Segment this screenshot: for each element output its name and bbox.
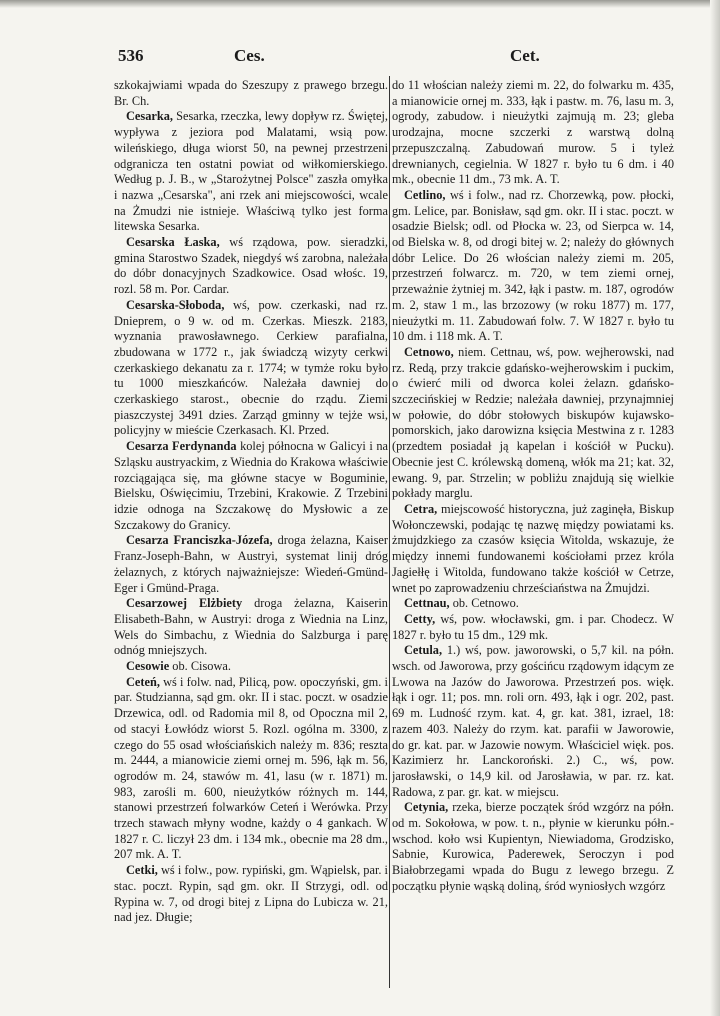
entry-headword: Cettnau, [404, 596, 450, 611]
entry-headword: Cetki, [126, 863, 158, 878]
scan-right-edge [710, 0, 720, 1016]
entry-text: wś i folw., nad rz. Chorzewką, pow. płocki, gm. Lelice, par. Bonisław, sąd gm. okr. II i stac. poczt. w osadzie Bielsk; odl. od Płocka w. 23, od Sierpca w. 14, od Bielska w. 8, od drogi bitej w. 2; należy do głównych dóbr Lelice. Do 26 włościan należy ziemi m. 205, przestrzeń folwarcz. m. 720, w tem ziemi ornej, przeważnie żytniej m. 342, łąk i pastw. m. 187, ogrodów m. 2, staw 1 m., las brzozowy (w roku 1877) m. 177, nieużytki m. 11. Zabudowań folw. 7. W 1827 r. było tu 10 dm. i 118 mk. A. T. [392, 187, 674, 344]
entry-text: szkokajwiami wpada do Szeszupy z prawego brzegu. Br. Ch. [114, 78, 388, 108]
entry-headword: Cesarzowej Elżbiety [126, 596, 243, 611]
entry-headword: Cetlino, [404, 187, 446, 202]
right-guide-word: Cet. [510, 46, 540, 65]
entry-headword: Cetnowo, [404, 344, 454, 359]
column-divider [389, 76, 390, 988]
entry [114, 109, 388, 235]
entry-headword: Cetra, [404, 501, 438, 516]
entry [114, 78, 388, 109]
entry [392, 643, 674, 800]
page-number: 536 [118, 46, 144, 65]
entry-headword: Ceteń, [126, 674, 160, 689]
entry-text: do 11 włościan należy ziemi m. 22, do folwarku m. 435, a mianowicie ornej m. 333, łąk i pastw. m. 76, lasu m. 3, ogrody, zabudow. i nieużytki zajmują m. 23; gleba urodzajna, mocne szczerki z warstwą dolną przepuszczalną. Zabudowań murow. 5 i tyleż drewnianych, cegielnia. W 1827 r. było tu 6 dm. i 40 mk., obecnie 11 dm., 73 mk. A. T. [392, 78, 674, 187]
entry [114, 659, 388, 675]
entry-text: ob. Cisowa. [172, 659, 231, 674]
entry-text: rzeka, bierze początek śród wzgórz na półn. od m. Sokołowa, w pow. t. n., płynie w kierunku półn.-wschod. koło wsi Kupientyn, Niewiadoma, Grodzisko, Sabnie, Kurowica, Paderewek, Seroczyn i pod Białobrzegami wpada do Bugu z lewego brzegu. Z początku płynie wąską doliną, śród wyniosłych wzgórz [392, 800, 674, 893]
entry [114, 235, 388, 298]
entry [114, 298, 388, 439]
entry [392, 800, 674, 894]
entry-text: niem. Cettnau, wś, pow. wejherowski, nad rz. Redą, przy trakcie gdańsko-wejherowskim i puckim, o ćwierć mili od dworca kolei żelazn. gdańsko-szczecińskiej w Redzie; należała dawniej, przynajmniej w połowie, do dóbr stołowych biskupów kujawsko-pomorskich, jako darowizna księcia Mestwina z r. 1283 (przedtem posiadał ją kapelan i kościół w Pucku). Obecnie jest C. królewską domeną, włók ma 21; kat. 32, ewang. 9, par. Strzelin; w pobliżu znajdują się wielkie pokłady marglu. [392, 344, 674, 501]
page-header [112, 46, 712, 70]
entry [114, 596, 388, 659]
entry [114, 533, 388, 596]
entry-text: kolej północna w Galicyi i na Szląsku austryackim, z Wiednia do Krakowa właściwie rozciągająca się, ma główne stacye w Boguminie, Bielsku, Oświęcimiu, Trzebini, Krakowie. Z Trzebini idzie odnoga na Szczakowę do Mysłowic a ze Szczakowy do Granicy. [114, 439, 388, 532]
entry-text: wś i folw., pow. rypiński, gm. Wąpielsk, par. i stac. poczt. Rypin, sąd gm. okr. II Strzygi, odl. od Rypina w. 7, od drogi bitej z Lipna do Lubicza w. 21, nad jez. Długie; [114, 863, 388, 925]
entry [392, 502, 674, 596]
scan-top-edge [0, 0, 720, 8]
entry-text: ob. Cetnowo. [452, 596, 519, 611]
entry [392, 596, 674, 612]
entry-text: droga żelazna, Kaiser Franz-Joseph-Bahn, w Austryi, systemat linij dróg żelaznych, z których najważniejsze: Wiedeń-Gmünd-Eger i Gmünd-Praga. [114, 533, 388, 595]
entry-text: wś i folw. nad, Pilicą, pow. opoczyński, gm. i par. Studzianna, sąd gm. okr. II i stac. poczt. w osadzie Drzewica, odl. od Radomia mil 8, od Opoczna mil 2, od stacyi Łowłódz wiorst 5. Rozl. ogólna m. 3300, z czego do 55 osad włościańskich należy m. 836; reszta m. 2444, a mianowicie ziemi ornej m. 596, łąk m. 56, ogrodów m. 24, stawów m. 41, lasu (w r. 1871) m. 983, zarośli m. 600, nieużytków różnych m. 144, stanowi przestrzeń folwarków Ceteń i Werówka. Przy trzech stawach młyny wodne, każdy o 4 gankach. W 1827 r. C. liczył 23 dm. i 134 mk., obecnie ma 28 dm., 207 mk. A. T. [114, 674, 388, 862]
entry-text: wś, pow. włocławski, gm. i par. Chodecz. W 1827 r. było tu 15 dm., 129 mk. [392, 611, 674, 642]
entry-text: wś rządowa, pow. sieradzki, gmina Starostwo Szadek, niegdyś wś zarobna, należała do dóbr donacyjnych Szadkowice. Osad włośc. 19, rozl. 58 m. Por. Cardar. [114, 235, 388, 297]
right-column [392, 78, 674, 988]
entry-headword: Cetynia, [404, 800, 449, 815]
left-guide-word: Ces. [234, 46, 265, 65]
entry [114, 863, 388, 926]
entry-headword: Cetula, [404, 643, 443, 658]
entry [114, 675, 388, 863]
entry-headword: Cetty, [404, 611, 436, 626]
entry-text: 1.) wś, pow. jaworowski, o 5,7 kil. na półn. wsch. od Jaworowa, przy gościńcu rządowym idącym ze Lwowa na Jazów do Jaworowa. Przestrzeń pos. więk. łąk i ogr. 11; pos. mn. roli orn. 493, łąk i ogr. 202, past. 69 m. Ludność rzym. kat. 4, gr. kat. 381, izrael, 18: razem 403. Należy do rzym. kat. parafii w Jaworowie, do gr. kat. par. w Jazowie nowym. Właściciel więk. pos. Kazimierz hr. Lanckoroński. 2.) C., wś, pow. jarosławski, o 14,9 kil. od Jarosławia, w par. rz. kat. Radowa, z par. gr. kat. w miejscu. [392, 643, 674, 799]
entry-headword: Cesarza Ferdynanda [126, 439, 237, 454]
entry-text: miejscowość historyczna, już zaginęła, Biskup Wołonczewski, podając tę nazwę między powiatami ks. żmujdzkiego za czasów księcia Witolda, wskazuje, że między innemi fundowanemi kościołami przez króla Jagiełłę i Witolda, fundowano także kościół w Cetrze, wnet po zaprowadzeniu chrześciaństwa na Żmujdzi. [392, 501, 674, 595]
entry-headword: Cesarska Łaska, [126, 235, 220, 250]
entry-headword: Cesarza Franciszka-Józefa, [126, 533, 273, 548]
entry [392, 345, 674, 502]
entry [392, 188, 674, 345]
left-column [114, 78, 388, 988]
entry-text: Sesarka, rzeczka, lewy dopływ rz. Świętej, wypływa z jeziora pod Malatami, wsią pow. wileńskiego, długa wiorst 50, na pewnej przestrzeni odgranicza ten ostatni powiat od wiłkomierskiego. Według p. J. B., w „Starożytnej Polsce" zaszła omyłka i nazwa „Cesarska", ani rzek ani miejscowości, wcale na Żmudzi nie istnieje. Właściwą tylko jest forma litewska Sesarka. [114, 109, 388, 234]
entry [392, 78, 674, 188]
entry [392, 612, 674, 643]
entry-headword: Cesowie [126, 659, 170, 674]
entry-text: droga żelazna, Kaiserin Elisabeth-Bahn, w Austryi: droga z Wiednia na Linz, Wels do Simbachu, z Wiednia do Salzburga i parę odnóg mniejszych. [114, 596, 388, 658]
entry-headword: Cesarka, [126, 109, 173, 124]
entry [114, 439, 388, 533]
entry-headword: Cesarska-Słoboda, [126, 297, 225, 312]
entry-text: wś, pow. czerkaski, nad rz. Dnieprem, o 9 w. od m. Czerkas. Mieszk. 2183, wyznania prawosławnego. Cerkiew parafialna, zbudowana w 1772 r., jak świadczą wizyty cerkwi czerkaskiego dekanatu za r. 1774; w tymże roku było tu 1000 mieszkańców. Należała dawniej do czerkaskiego starost., obecnie do rządu. Ziemi piaszczystej 3491 dzies. Zarząd gminny w tejże wsi, policyjny w mieście Czerkasach. Kl. Przed. [114, 297, 388, 438]
